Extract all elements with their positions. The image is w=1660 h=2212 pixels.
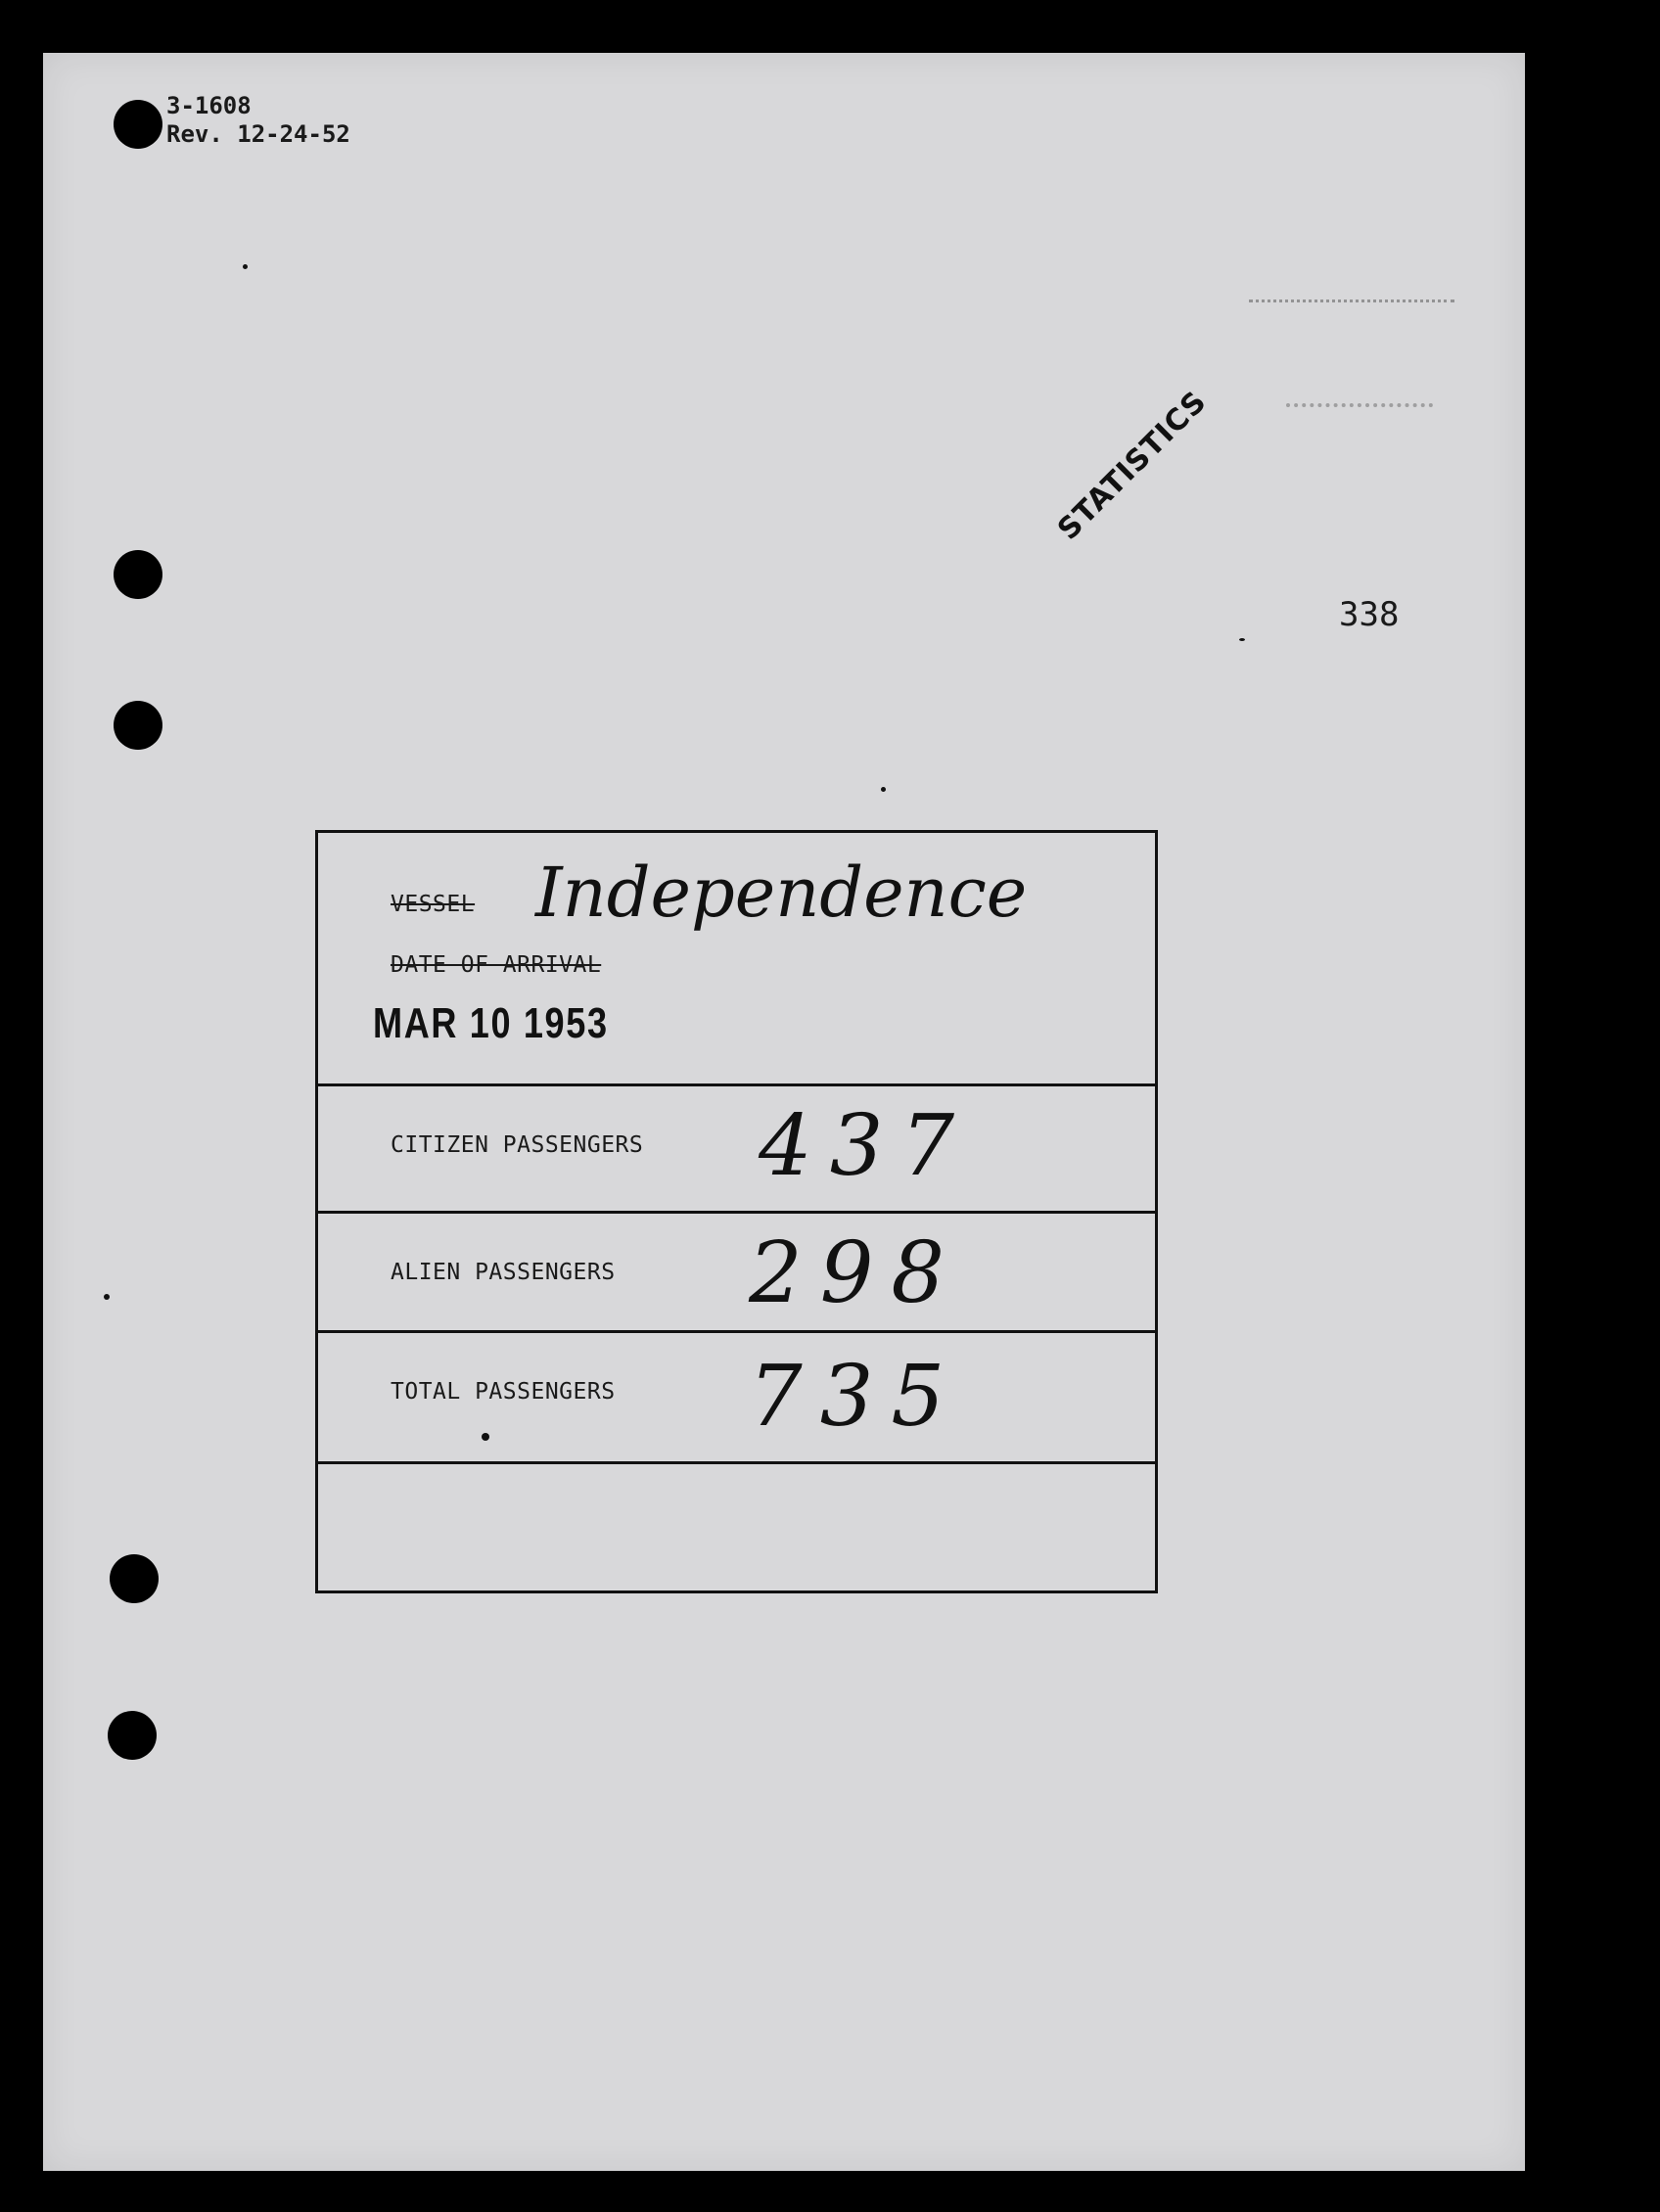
total-passengers-label: TOTAL PASSENGERS	[391, 1379, 616, 1405]
citizen-passengers-count: 437	[759, 1097, 973, 1195]
row-divider	[318, 1330, 1155, 1333]
dust-speck	[243, 264, 248, 269]
date-of-arrival-label: DATE OF ARRIVAL	[391, 952, 602, 978]
statistics-stamp: STATISTICS	[1051, 384, 1214, 547]
punch-hole-1	[114, 100, 162, 149]
form-number-block	[166, 92, 350, 149]
dust-speck	[104, 1294, 110, 1300]
dust-speck	[1239, 638, 1245, 641]
punch-hole-5	[108, 1711, 157, 1760]
faded-stamp-mark	[1249, 300, 1454, 312]
vessel-label: VESSEL	[391, 892, 476, 917]
dust-speck	[881, 787, 886, 792]
alien-passengers-label: ALIEN PASSENGERS	[391, 1260, 616, 1285]
form-revision: Rev. 12-24-52	[166, 120, 350, 148]
punch-hole-2	[114, 550, 162, 599]
punch-hole-3	[114, 701, 162, 750]
alien-passengers-count: 298	[749, 1224, 963, 1322]
arrival-record-box	[315, 830, 1158, 1593]
document-page	[43, 53, 1525, 2171]
punch-hole-4	[110, 1554, 159, 1603]
dust-speck	[482, 1433, 489, 1441]
faded-stamp-mark	[1286, 403, 1433, 417]
vessel-name: Independence	[535, 853, 1028, 933]
citizen-passengers-label: CITIZEN PASSENGERS	[391, 1132, 644, 1158]
row-divider	[318, 1211, 1155, 1214]
total-passengers-count: 735	[749, 1348, 963, 1446]
row-divider	[318, 1461, 1155, 1464]
arrival-date-stamp: MAR 10 1953	[373, 999, 609, 1047]
form-code: 3-1608	[166, 92, 252, 119]
row-divider	[318, 1083, 1155, 1086]
page-number: 338	[1339, 595, 1400, 634]
